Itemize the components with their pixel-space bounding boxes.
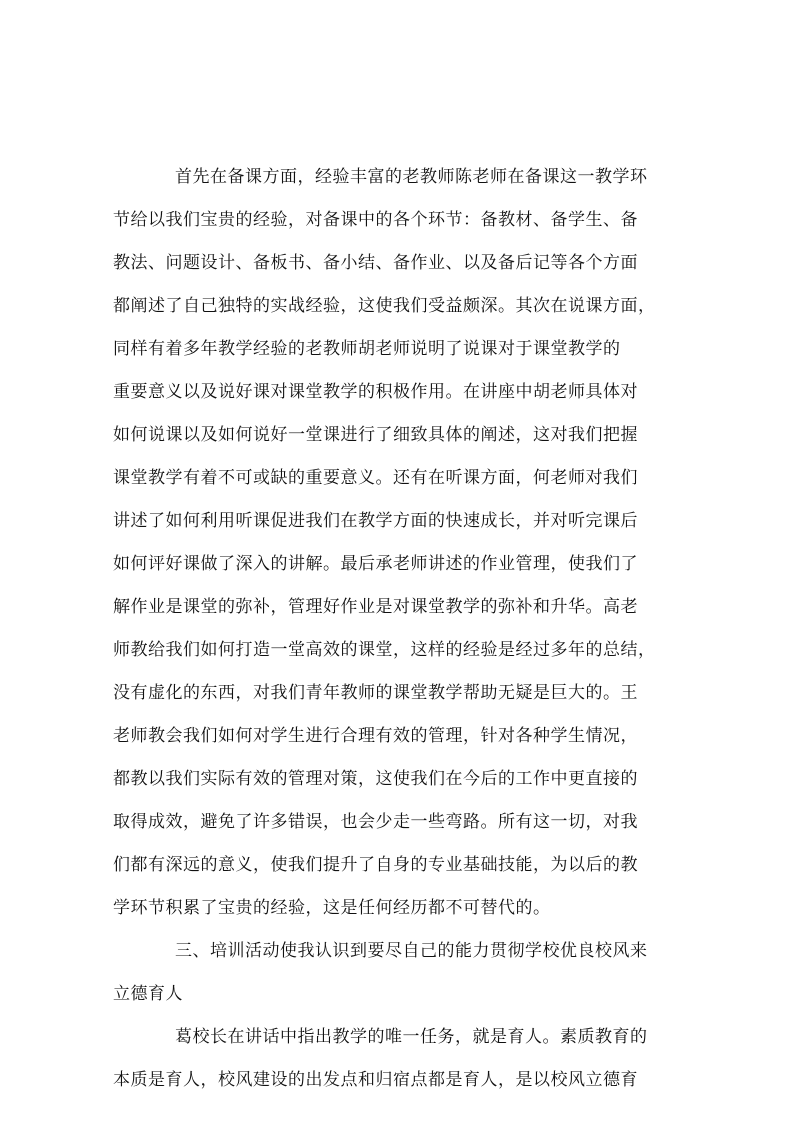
paragraph-line-8: 课堂教学有着不可或缺的重要意义。还有在听课方面，何老师对我们 xyxy=(113,468,638,488)
paragraph-line-15: 都教以我们实际有效的管理对策，这使我们在今后的工作中更直接的 xyxy=(113,769,638,789)
paragraph-line-11: 解作业是课堂的弥补，管理好作业是对课堂教学的弥补和升华。高老 xyxy=(113,597,638,617)
paragraph-line-20: 本质是育人，校风建设的出发点和归宿点都是育人，是以校风立德育 xyxy=(113,1070,638,1090)
paragraph-line-6: 重要意义以及说好课对课堂教学的积极作用。在讲座中胡老师具体对 xyxy=(113,382,638,402)
paragraph-line-1: 首先在备课方面，经验丰富的老教师陈老师在备课这一教学环 xyxy=(175,167,648,187)
paragraph-line-5: 同样有着多年教学经验的老教师胡老师说明了说课对于课堂教学的 xyxy=(113,339,621,359)
section-heading-line-2: 立德育人 xyxy=(113,984,183,1004)
paragraph-line-19: 葛校长在讲话中指出教学的唯一任务，就是育人。素质教育的 xyxy=(175,1027,648,1047)
paragraph-line-13: 没有虚化的东西，对我们青年教师的课堂教学帮助无疑是巨大的。王 xyxy=(113,683,638,703)
paragraph-line-9: 讲述了如何利用听课促进我们在教学方面的快速成长，并对听完课后 xyxy=(113,511,638,531)
paragraph-line-16: 取得成效，避免了许多错误，也会少走一些弯路。所有这一切，对我 xyxy=(113,812,638,832)
paragraph-line-18: 学环节积累了宝贵的经验，这是任何经历都不可替代的。 xyxy=(113,898,551,918)
paragraph-line-4: 都阐述了自己独特的实战经验，这使我们受益颇深。其次在说课方面， xyxy=(113,296,656,316)
paragraph-line-12: 师教给我们如何打造一堂高效的课堂，这样的经验是经过多年的总结， xyxy=(113,640,656,660)
paragraph-line-7: 如何说课以及如何说好一堂课进行了细致具体的阐述，这对我们把握 xyxy=(113,425,638,445)
paragraph-line-14: 老师教会我们如何对学生进行合理有效的管理，针对各种学生情况， xyxy=(113,726,638,746)
section-heading-line-1: 三、培训活动使我认识到要尽自己的能力贯彻学校优良校风来 xyxy=(175,941,648,961)
paragraph-line-10: 如何评好课做了深入的讲解。最后承老师讲述的作业管理，使我们了 xyxy=(113,554,638,574)
paragraph-line-17: 们都有深远的意义，使我们提升了自身的专业基础技能，为以后的教 xyxy=(113,855,638,875)
paragraph-line-2: 节给以我们宝贵的经验，对备课中的各个环节：备教材、备学生、备 xyxy=(113,210,638,230)
paragraph-line-3: 教法、问题设计、备板书、备小结、备作业、以及备后记等各个方面 xyxy=(113,253,638,273)
